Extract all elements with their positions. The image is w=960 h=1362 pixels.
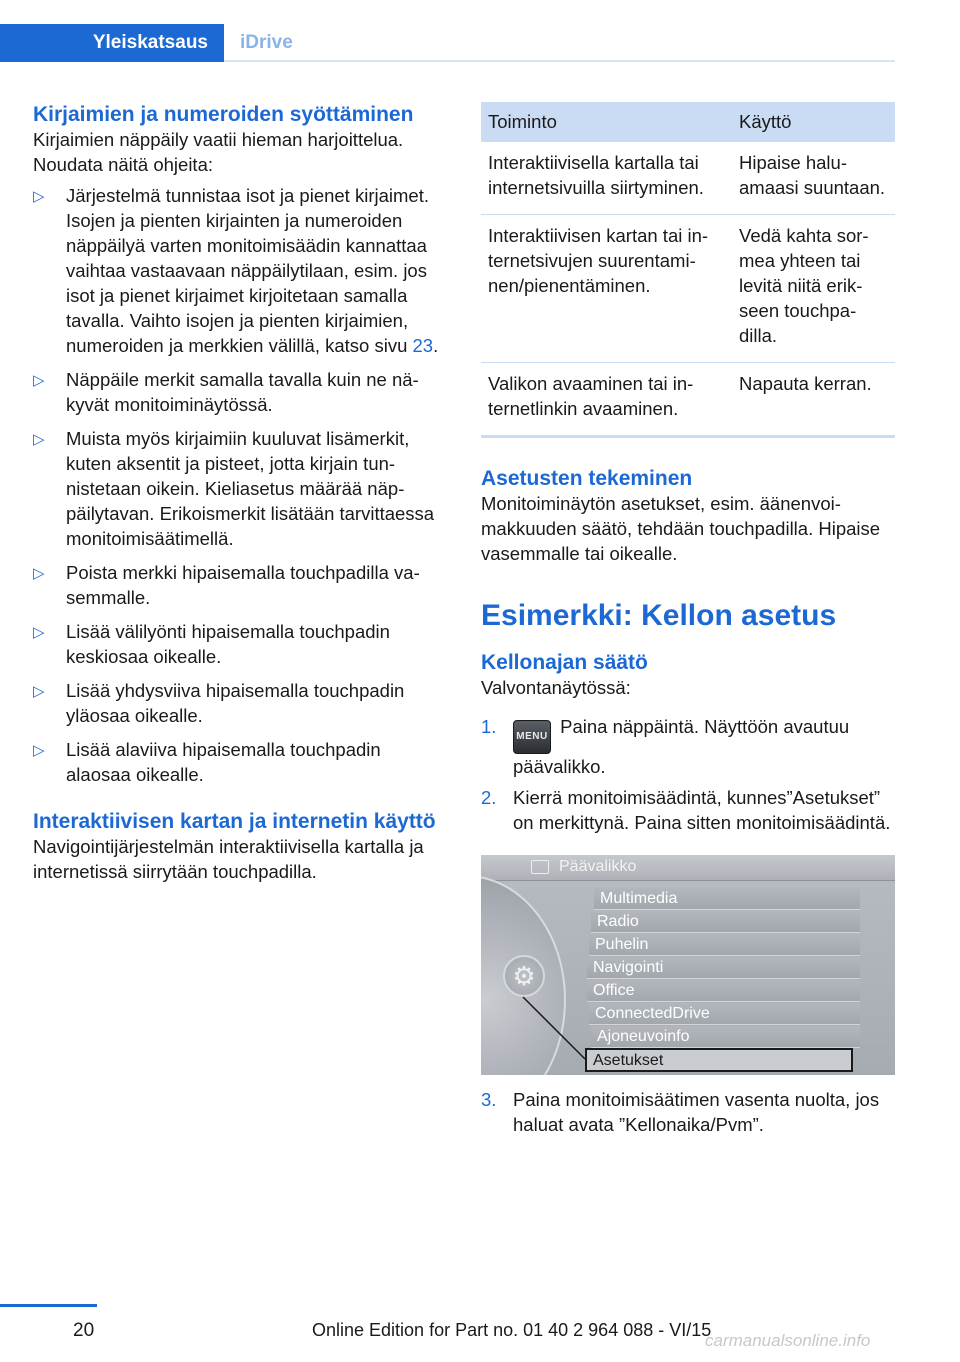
triangle-bullet-icon: ▷ bbox=[33, 431, 45, 448]
table-cell: Valikon avaaminen tai internetlinkin avaaminen. bbox=[481, 363, 732, 437]
right-column bbox=[481, 102, 895, 1143]
screen-menu-item: Ajoneuvoinfo bbox=[591, 1026, 860, 1048]
list-item-text: Lisää yhdysviiva hipaisemalla touchpadin yläosaa oikealle. bbox=[66, 680, 405, 726]
tab-yleiskatsaus-label: Yleiskatsaus bbox=[92, 32, 208, 53]
list-item bbox=[33, 367, 445, 417]
list-item bbox=[33, 183, 445, 358]
step-text: Kierrä monitoimisäädintä, kunnes”Asetukset” on merkittynä. Paina sitten monitoimisäädintä. bbox=[513, 787, 891, 833]
step-number: 2. bbox=[481, 787, 497, 808]
list-item-step-2 bbox=[481, 785, 895, 835]
step-text: Paina monitoimisäätimen vasenta nuolta, jos haluat avata ”Kellonaika/Pvm”. bbox=[513, 1089, 880, 1135]
triangle-bullet-icon: ▷ bbox=[33, 565, 45, 582]
screen-menu-item: Navigointi bbox=[587, 957, 860, 979]
list-item bbox=[33, 737, 445, 787]
triangle-bullet-icon: ▷ bbox=[33, 372, 45, 389]
footer-accent-line bbox=[0, 1304, 97, 1307]
table-row bbox=[481, 142, 895, 215]
step-text: Paina näppäintä. Näyttöön avautuu päävalikko. bbox=[513, 716, 850, 777]
list-item-text: Järjestelmä tunnistaa isot ja pienet kirjaimet. Isojen ja pienten kirjainten ja numeroiden näppäilyä varten monitoimisäädin kannattaa vaihtaa vastaavaan näppäilytilaan, esim. jos isot ja pienet kirjaimet kirjoitetaan samalla tavalla. Vaihto isojen ja pienten kirjaimien, numeroiden ja merkkien välillä, katso sivu bbox=[66, 185, 429, 356]
list-item-step-1 bbox=[481, 714, 895, 779]
list-item-text: Poista merkki hipaisemalla touchpadilla vasemmalle. bbox=[66, 562, 420, 608]
input-tips-list bbox=[33, 183, 445, 787]
list-item-text: Näppäile merkit samalla tavalla kuin ne näkyvät monitoiminäytössä. bbox=[66, 369, 419, 415]
gear-icon: ⚙ bbox=[503, 955, 545, 997]
page-number: 20 bbox=[73, 1320, 95, 1341]
list-item bbox=[33, 560, 445, 610]
triangle-bullet-icon: ▷ bbox=[33, 188, 45, 205]
main-title-clock: Esimerkki: Kellon asetus bbox=[481, 599, 837, 632]
sub-intro-clock: Valvontanäytössä: bbox=[481, 677, 631, 698]
list-item bbox=[33, 678, 445, 728]
triangle-bullet-icon: ▷ bbox=[33, 683, 45, 700]
table-cell: Napauta kerran. bbox=[732, 363, 895, 437]
section-text-settings: Monitoiminäytön asetukset, esim. äänenvoimakkuuden säätö, tehdään touchpadilla. Hipaise vasemmalle tai oikealle. bbox=[481, 493, 881, 564]
table-row bbox=[481, 215, 895, 363]
step-number: 3. bbox=[481, 1089, 497, 1110]
triangle-bullet-icon: ▷ bbox=[33, 742, 45, 759]
operations-table bbox=[481, 102, 895, 438]
steps-list bbox=[481, 714, 895, 835]
left-column bbox=[33, 102, 445, 884]
screen-menu-item: Puhelin bbox=[589, 934, 860, 956]
idrive-menu-screenshot bbox=[481, 855, 895, 1075]
list-item-text: Lisää välilyönti hipaisemalla touchpadin keskiosaa oikealle. bbox=[66, 621, 390, 667]
footer-edition: Online Edition for Part no. 01 40 2 964 088 - VI/15 bbox=[312, 1320, 712, 1340]
screen-menu-item: Radio bbox=[591, 911, 860, 933]
footer-watermark: carmanualsonline.info bbox=[705, 1331, 871, 1350]
table-header-kaytto: Käyttö bbox=[732, 102, 895, 142]
section-title-input: Kirjaimien ja numeroiden syöttäminen bbox=[33, 103, 414, 126]
screen-title: Päävalikko bbox=[559, 858, 637, 875]
sub-title-clock: Kellonajan säätö bbox=[481, 651, 648, 674]
tab-idrive-label: iDrive bbox=[240, 32, 293, 53]
table-header-toiminto: Toiminto bbox=[481, 102, 732, 142]
screen-menu-item: Office bbox=[587, 980, 860, 1002]
menu-button-icon: MENU bbox=[513, 720, 551, 754]
menu-list-icon bbox=[531, 860, 549, 874]
triangle-bullet-icon: ▷ bbox=[33, 624, 45, 641]
list-item-step-3 bbox=[481, 1087, 895, 1137]
list-item-end: . bbox=[433, 335, 439, 356]
screen-menu-item-selected: Asetukset bbox=[585, 1048, 853, 1072]
list-item-text: Muista myös kirjaimiin kuuluvat lisämerkit, kuten aksentit ja pisteet, jotta kirjain tunnistetaan oikein. Kieliasetus määrää näppäilytavan. Erikoismerkit lisätään tarvittaessa monitoimisäätimellä. bbox=[66, 428, 435, 549]
table-row bbox=[481, 363, 895, 437]
section-text-map: Navigointijärjestelmän interaktiivisella kartalla ja internetissä siirrytään touchpadilla. bbox=[33, 836, 424, 882]
header-tab-bar bbox=[0, 24, 895, 62]
tab-yleiskatsaus[interactable] bbox=[0, 24, 224, 62]
table-cell: Hipaise haluamaasi suuntaan. bbox=[732, 142, 895, 215]
table-cell: Interaktiivisen kartan tai internetsivujen suurentaminen/pienentäminen. bbox=[481, 215, 732, 363]
section-intro-input: Kirjaimien näppäily vaatii hieman harjoittelua. Noudata näitä ohjeita: bbox=[33, 129, 404, 175]
table-cell: Vedä kahta sormea yhteen tai levitä niitä erikseen touchpadilla. bbox=[732, 215, 895, 363]
section-title-map: Interaktiivisen kartan ja internetin käyttö bbox=[33, 810, 436, 833]
screen-menu-item: Multimedia bbox=[594, 888, 860, 910]
list-item-text: Lisää alaviiva hipaisemalla touchpadin alaosaa oikealle. bbox=[66, 739, 381, 785]
table-cell: Interaktiivisella kartalla tai internetsivuilla siirtyminen. bbox=[481, 142, 732, 215]
callout-line bbox=[521, 995, 591, 1065]
step-number: 1. bbox=[481, 716, 497, 737]
screen-menu-item: ConnectedDrive bbox=[589, 1003, 860, 1025]
list-item bbox=[33, 426, 445, 551]
table-header-row bbox=[481, 102, 895, 142]
tab-idrive[interactable] bbox=[224, 24, 309, 62]
steps-list-continued bbox=[481, 1087, 895, 1137]
section-title-settings: Asetusten tekeminen bbox=[481, 467, 693, 490]
list-item bbox=[33, 619, 445, 669]
page-link[interactable]: 23 bbox=[412, 335, 434, 356]
screen-topbar bbox=[481, 855, 895, 881]
